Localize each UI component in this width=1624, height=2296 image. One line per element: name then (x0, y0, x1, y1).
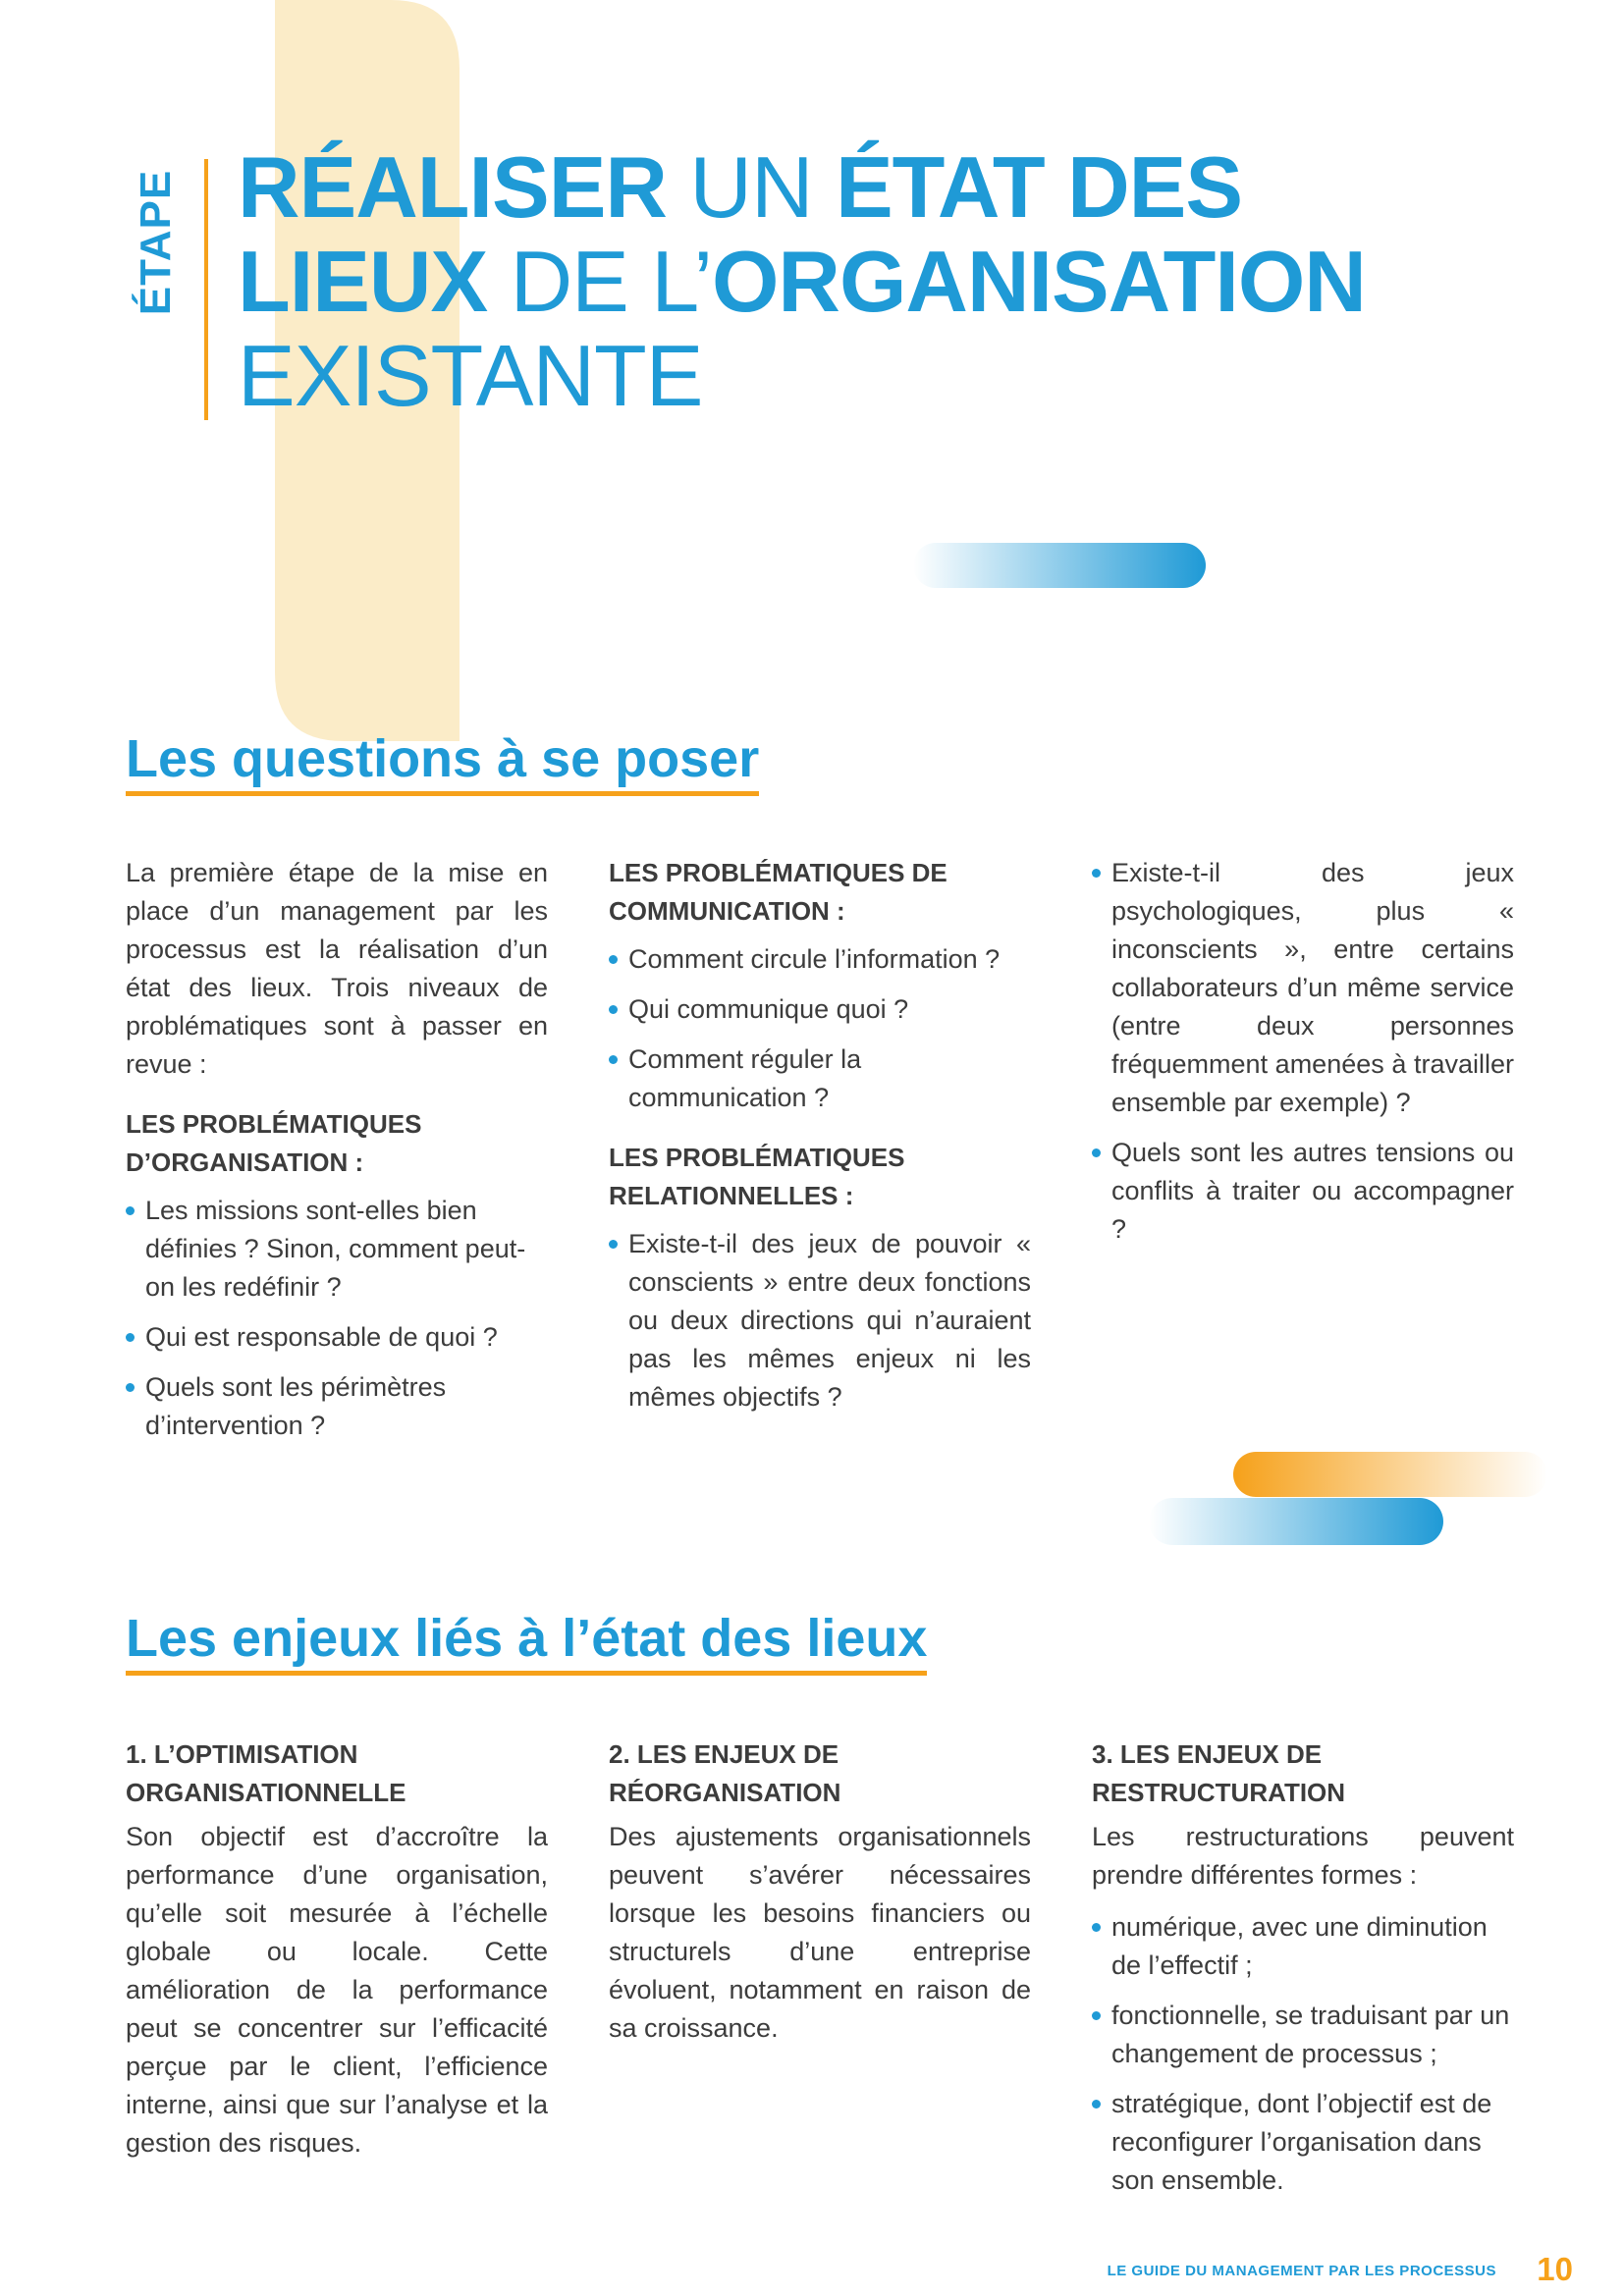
list-item: Existe-t-il des jeux de pouvoir « conscients » entre deux fonctions ou deux directions qui n’auraient pas les mêmes enjeux ni les mêmes objectifs ? (609, 1225, 1031, 1416)
page-title: RÉALISER UN ÉTAT DES LIEUX DE L’ORGANISATION EXISTANTE (238, 138, 1366, 424)
relational-questions-list-continued (1092, 854, 1514, 1249)
restructuration-forms-list (1092, 1908, 1514, 2200)
communication-questions-list (609, 940, 1031, 1117)
list-item: Comment réguler la communication ? (609, 1041, 1031, 1117)
decorative-gradient-bar-blue-top (913, 543, 1206, 588)
optimisation-paragraph: Son objectif est d’accroître la performance d’une organisation, qu’elle soit mesurée à l’échelle globale ou locale. Cette amélioration de la performance peut se concentrer sur l’efficacité perçue par le client, l’efficience interne, ainsi que sur l’analyse et la gestion des risques. (126, 1822, 548, 2158)
stakes-column-3 (1092, 1735, 1514, 2212)
list-item: numérique, avec une diminution de l’effectif ; (1092, 1908, 1514, 1985)
step-label: ÉTAPE (132, 169, 180, 316)
bullet-icon (609, 955, 618, 964)
subheading-optimisation: 1. L’OPTIMISATION ORGANISATIONNELLE (126, 1739, 406, 1807)
subheading-relational: LES PROBLÉMATIQUES RELATIONNELLES : (609, 1143, 905, 1210)
bullet-icon (126, 1333, 135, 1342)
list-item: Quels sont les autres tensions ou conflits à traiter ou accompagner ? (1092, 1134, 1514, 1249)
subheading-restructuration: 3. LES ENJEUX DE RESTRUCTURATION (1092, 1739, 1346, 1807)
questions-column-1 (126, 854, 548, 1457)
intro-paragraph: La première étape de la mise en place d’un management par les processus est la réalisation d’un état des lieux. Trois niveaux de problématiques sont à passer en revue : (126, 858, 548, 1079)
bullet-icon (1092, 869, 1101, 878)
list-item: Quels sont les périmètres d’intervention ? (126, 1368, 548, 1445)
list-item: stratégique, dont l’objectif est de reconfigurer l’organisation dans son ensemble. (1092, 2085, 1514, 2200)
bullet-icon (1092, 2100, 1101, 2109)
subheading-communication: LES PROBLÉMATIQUES DE COMMUNICATION : (609, 858, 947, 926)
stakes-column-1 (126, 1735, 548, 2176)
list-item: Existe-t-il des jeux psychologiques, plus « inconscients », entre certains collaborateurs d’un même service (entre deux personnes fréquemment amenées à travailler ensemble par exemple) ? (1092, 854, 1514, 1122)
bullet-icon (1092, 2011, 1101, 2020)
list-item: Comment circule l’information ? (609, 940, 1031, 979)
section-heading-stakes: Les enjeux liés à l’état des lieux (126, 1608, 927, 1676)
stakes-column-2 (609, 1735, 1031, 2061)
relational-questions-list (609, 1225, 1031, 1416)
organisation-questions-list (126, 1192, 548, 1445)
bullet-icon (1092, 1923, 1101, 1932)
questions-column-3 (1092, 854, 1514, 1260)
subheading-organisation: LES PROBLÉMATIQUES D’ORGANISATION : (126, 1109, 422, 1177)
list-item: fonctionnelle, se traduisant par un changement de processus ; (1092, 1997, 1514, 2073)
page-number: 10 (1537, 2251, 1573, 2287)
decorative-gradient-bar-orange (1233, 1452, 1547, 1497)
questions-column-2 (609, 854, 1031, 1428)
bullet-icon (126, 1383, 135, 1392)
footer-guide-title: LE GUIDE DU MANAGEMENT PAR LES PROCESSUS (1107, 2263, 1496, 2279)
list-item: Qui est responsable de quoi ? (126, 1318, 548, 1357)
subheading-reorganisation: 2. LES ENJEUX DE RÉORGANISATION (609, 1739, 841, 1807)
decorative-gradient-bar-blue-middle (1149, 1498, 1443, 1545)
bullet-icon (1092, 1148, 1101, 1157)
title-divider-line (204, 159, 208, 420)
bullet-icon (609, 1055, 618, 1064)
list-item: Les missions sont-elles bien définies ? Sinon, comment peut-on les redéfinir ? (126, 1192, 548, 1307)
bullet-icon (609, 1005, 618, 1014)
list-item: Qui communique quoi ? (609, 990, 1031, 1029)
restructuration-paragraph: Les restructurations peuvent prendre différentes formes : (1092, 1822, 1514, 1890)
reorganisation-paragraph: Des ajustements organisationnels peuvent s’avérer nécessaires lorsque les besoins financiers ou structurels d’une entreprise évoluent, notamment en raison de sa croissance. (609, 1822, 1031, 2043)
bullet-icon (609, 1240, 618, 1249)
section-heading-questions: Les questions à se poser (126, 728, 759, 796)
bullet-icon (126, 1206, 135, 1215)
